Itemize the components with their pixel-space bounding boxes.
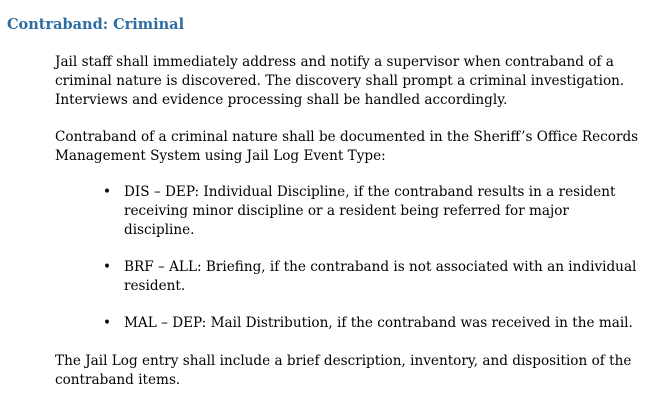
- bullet-marker: •: [103, 259, 112, 275]
- bullet-item-brf-all: [124, 258, 654, 296]
- paragraph-documentation: [55, 128, 655, 166]
- paragraph-line: The Jail Log entry shall include a brief description, inventory, and disposition of the: [55, 353, 632, 369]
- paragraph-supervisor-notification: [55, 53, 655, 110]
- paragraph-jail-log-entry: [55, 352, 655, 390]
- paragraph-line: Management System using Jail Log Event Type:: [55, 148, 386, 164]
- bullet-line: receiving minor discipline or a resident being referred for major: [124, 203, 569, 219]
- bullet-line: DIS – DEP: Individual Discipline, if the contraband results in a resident: [124, 184, 616, 200]
- bullet-line: BRF – ALL: Briefing, if the contraband is not associated with an individual: [124, 259, 637, 275]
- paragraph-line: criminal nature is discovered. The discovery shall prompt a criminal investigation.: [55, 73, 625, 89]
- bullet-line: discipline.: [124, 222, 195, 238]
- bullet-marker: •: [103, 315, 112, 331]
- paragraph-line: Jail staff shall immediately address and notify a supervisor when contraband of a: [55, 54, 614, 70]
- section-heading: Contraband: Criminal: [7, 16, 185, 33]
- paragraph-line: contraband items.: [55, 372, 181, 388]
- paragraph-line: Contraband of a criminal nature shall be documented in the Sheriff’s Office Records: [55, 129, 639, 145]
- bullet-item-dis-dep: [124, 183, 654, 240]
- paragraph-line: Interviews and evidence processing shall be handled accordingly.: [55, 92, 508, 108]
- bullet-line: resident.: [124, 278, 186, 294]
- bullet-item-mal-dep: [124, 314, 654, 333]
- bullet-line: MAL – DEP: Mail Distribution, if the contraband was received in the mail.: [124, 315, 633, 331]
- bullet-marker: •: [103, 184, 112, 200]
